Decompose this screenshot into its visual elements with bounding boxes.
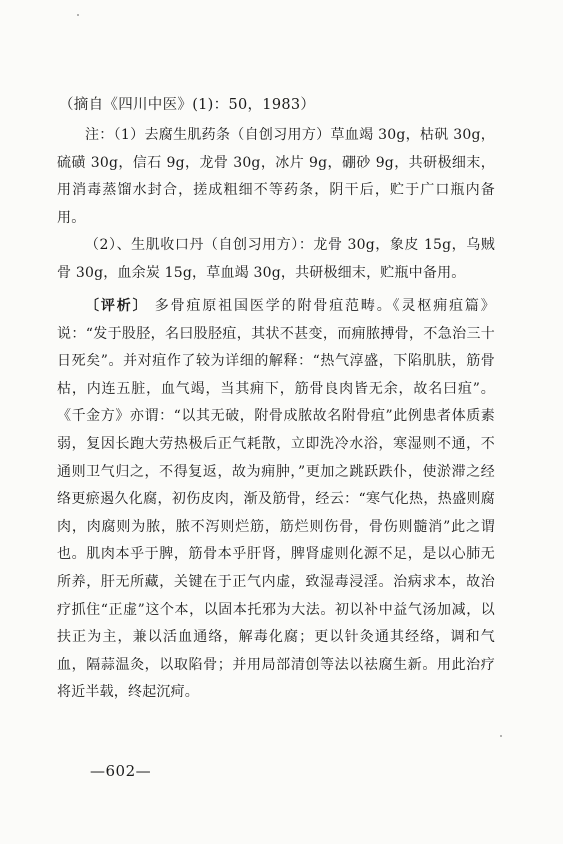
analysis-text: 多骨疽原祖国医学的附骨疽范畴。《灵枢痈疽篇》说：“发于股胫，名曰股胫疽，其状不甚变，而痈脓搏骨，不急治三十日死矣”。并对疽作了较为详细的解释：“热气淳盛，下陷肌肤，筋骨枯，内连五脏，血气竭，当其痈下，筋骨良肉皆无余，故名曰疽”。《千金方》亦谓：“以其无破，附骨成脓故名附骨疽”此例患者体质素弱，复因长跑大劳热极后正气耗散，立即洗冷水浴，寒湿则不通，不通则卫气归之，不得复返，故为痈肿，”更加之跳跃跌仆，使淤滞之经络更瘀遏久化腐，初伤皮肉，渐及筋骨，经云：“寒气化热，热盛则腐肉，肉腐则为脓，脓不泻则烂筋，筋烂则伤骨，骨伤则髓消”此之谓也。肌肉本乎于脾，筋骨本乎肝肾，脾肾虚则化源不足，是以心肺无所养，肝无所藏，关键在于正气内虚，致湿毒浸淫。治病求本，故治疗抓住“正虚”这个本，以固本托邪为大法。初以补中益气汤加减，以扶正为主，兼以活血通络，解毒化腐；更以针灸通其经络，调和气血，隔蒜温灸，以取陷骨；并用局部清创等法以祛腐生新。用此治疗将近半载，终起沉疴。 — [57, 298, 495, 701]
analysis-label: 〔评析〕 — [85, 298, 149, 314]
scan-speck — [77, 14, 79, 16]
scan-speck — [500, 735, 502, 737]
source-citation: （摘自《四川中医》(1)：50，1983） — [59, 97, 316, 113]
analysis-paragraph — [57, 293, 495, 707]
page-number: —602— — [90, 762, 152, 780]
note-1-paragraph: 注：（1）去腐生肌药条（自创习用方）草血竭 30g，枯矾 30g，硫磺 30g，信石 9g，龙骨 30g，冰片 9g，硼砂 9g，共研极细末，用消毒蒸馏水封合，搓成粗细不等药条，阴干后，贮于广口瓶内备用。 — [57, 127, 495, 226]
note-2-paragraph: （2）、生肌收口丹（自创习用方）：龙骨 30g，象皮 15g，乌贼骨 30g，血余炭 15g，草血竭 30g，共研极细末，贮瓶中备用。 — [57, 237, 495, 281]
notes-section — [57, 122, 495, 288]
analysis-section — [57, 293, 495, 707]
